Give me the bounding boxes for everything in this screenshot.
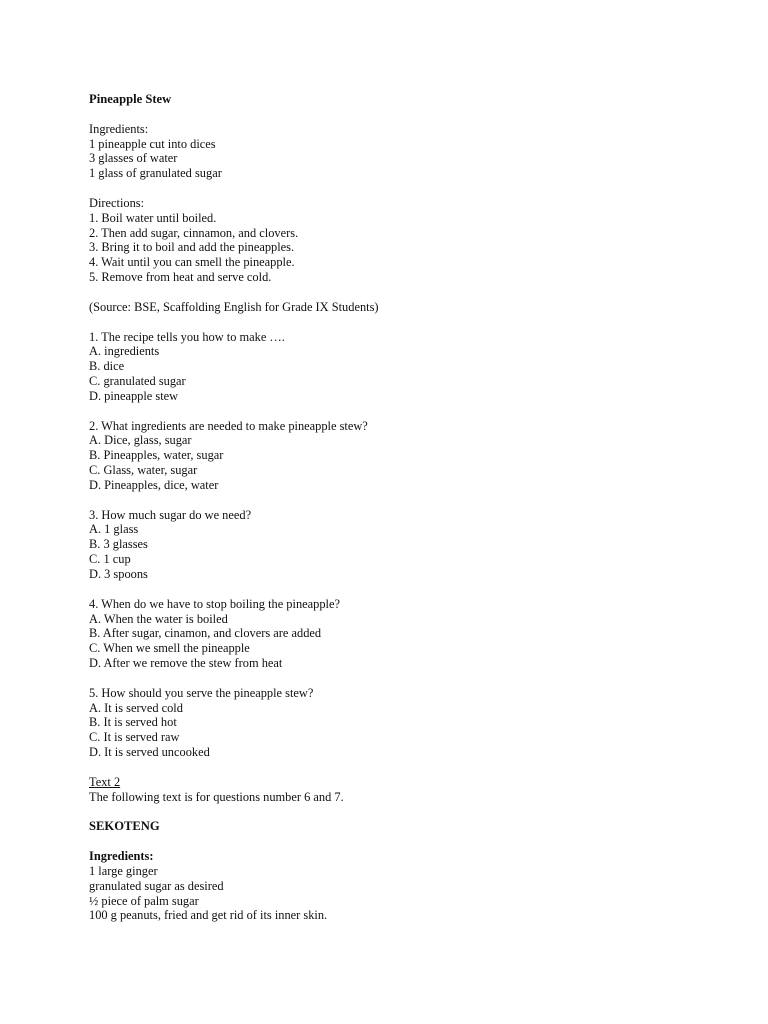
answer-option: B. 3 glasses	[89, 537, 148, 552]
spacer	[89, 671, 729, 686]
question-text: 2. What ingredients are needed to make pineapple stew?	[89, 418, 368, 433]
text2-intro: The following text is for questions number 6 and 7.	[89, 789, 344, 804]
sekoteng-ingredient-item: ½ piece of palm sugar	[89, 893, 199, 908]
document-page	[89, 92, 729, 923]
answer-option: A. When the water is boiled	[89, 611, 228, 626]
question-text: 4. When do we have to stop boiling the pineapple?	[89, 596, 340, 611]
sekoteng-ingredient-item: 100 g peanuts, fried and get rid of its inner skin.	[89, 908, 328, 923]
spacer	[89, 107, 729, 122]
direction-step: 3. Bring it to boil and add the pineapples.	[89, 240, 295, 255]
spacer	[89, 404, 729, 419]
answer-option: C. granulated sugar	[89, 374, 186, 389]
spacer	[89, 582, 729, 597]
question-text: 3. How much sugar do we need?	[89, 507, 252, 522]
text2-heading: Text 2	[89, 774, 121, 789]
answer-option: B. It is served hot	[89, 715, 177, 730]
spacer	[89, 181, 729, 196]
question-text: 1. The recipe tells you how to make ….	[89, 329, 285, 344]
answer-option: D. It is served uncooked	[89, 745, 210, 760]
sekoteng-title: SEKOTENG	[89, 819, 160, 834]
answer-option: C. It is served raw	[89, 730, 180, 745]
direction-step: 5. Remove from heat and serve cold.	[89, 270, 272, 285]
answer-option: D. Pineapples, dice, water	[89, 477, 219, 492]
spacer	[89, 285, 729, 300]
source-citation: (Source: BSE, Scaffolding English for Grade IX Students)	[89, 299, 379, 314]
ingredient-item: 3 glasses of water	[89, 151, 178, 166]
answer-option: C. Glass, water, sugar	[89, 463, 198, 478]
answer-option: A. Dice, glass, sugar	[89, 433, 192, 448]
direction-step: 4. Wait until you can smell the pineapple.	[89, 255, 295, 270]
sekoteng-ingredient-item: 1 large ginger	[89, 863, 158, 878]
spacer	[89, 315, 729, 330]
direction-step: 1. Boil water until boiled.	[89, 210, 217, 225]
answer-option: B. After sugar, cinamon, and clovers are added	[89, 626, 322, 641]
answer-option: C. When we smell the pineapple	[89, 641, 250, 656]
spacer	[89, 760, 729, 775]
sekoteng-ingredients-label: Ingredients:	[89, 849, 154, 864]
answer-option: D. 3 spoons	[89, 567, 148, 581]
question-text: 5. How should you serve the pineapple stew?	[89, 685, 314, 700]
directions-label: Directions:	[89, 195, 145, 210]
answer-option: A. ingredients	[89, 344, 160, 359]
answer-option: D. pineapple stew	[89, 388, 179, 403]
ingredient-item: 1 glass of granulated sugar	[89, 166, 222, 181]
answer-option: C. 1 cup	[89, 552, 131, 567]
answer-option: A. 1 glass	[89, 522, 139, 537]
recipe-title: Pineapple Stew	[89, 92, 172, 106]
answer-option: A. It is served cold	[89, 700, 183, 715]
ingredients-label: Ingredients:	[89, 121, 149, 136]
spacer	[89, 805, 729, 820]
answer-option: D. After we remove the stew from heat	[89, 656, 283, 671]
answer-option: B. dice	[89, 359, 125, 374]
answer-option: B. Pineapples, water, sugar	[89, 448, 224, 463]
spacer	[89, 493, 729, 508]
sekoteng-ingredient-item: granulated sugar as desired	[89, 878, 224, 893]
ingredient-item: 1 pineapple cut into dices	[89, 136, 216, 151]
spacer	[89, 834, 729, 849]
direction-step: 2. Then add sugar, cinnamon, and clovers.	[89, 225, 299, 240]
